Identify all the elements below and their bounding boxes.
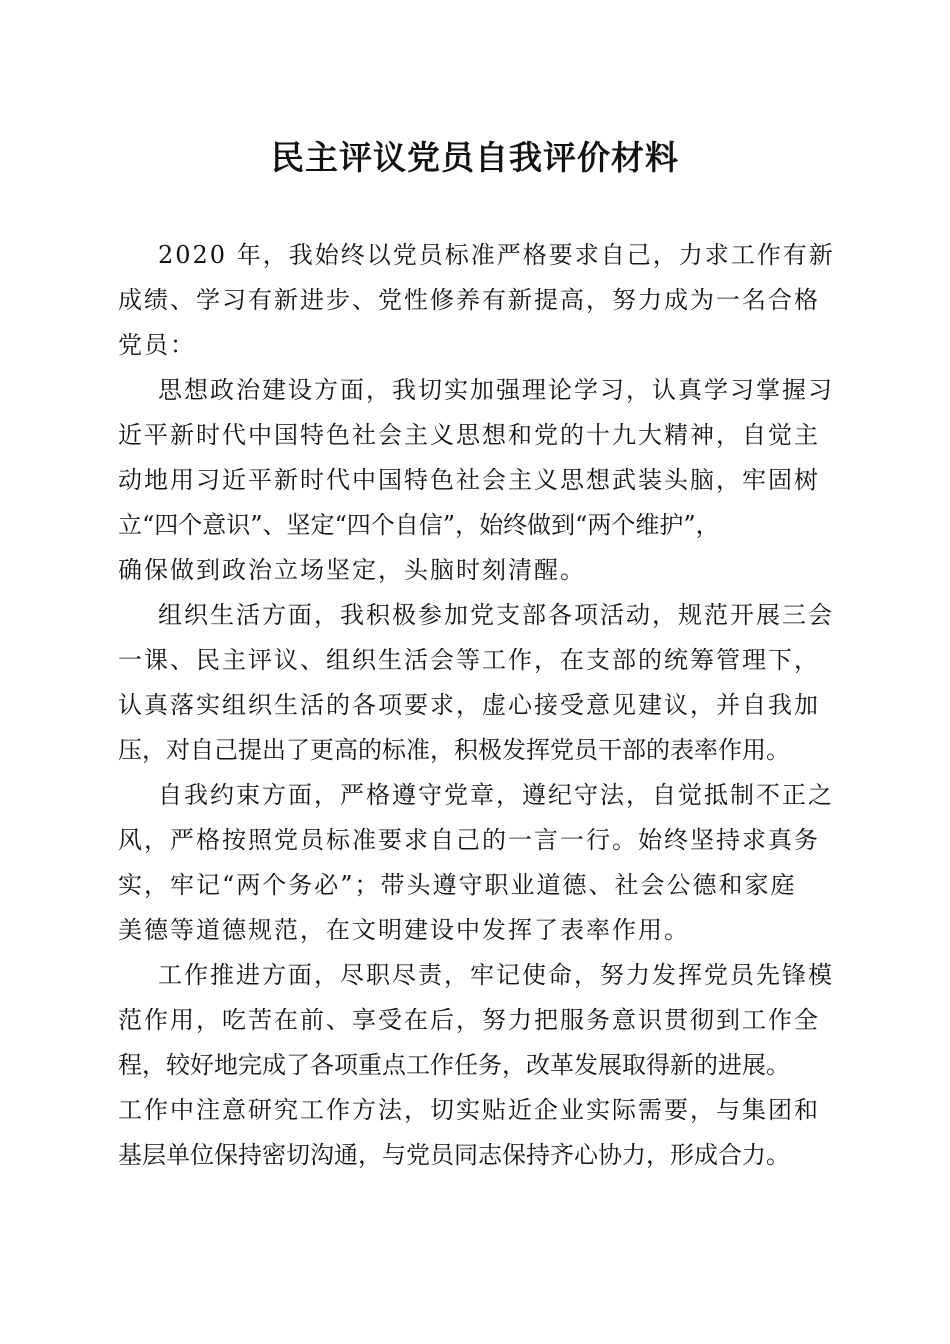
text-line: 风，严格按照党员标准要求自己的一言一行。始终坚持求真务 <box>118 826 820 854</box>
text-line: 成绩、学习有新进步、党性修养有新提高，努力成为一名合格 <box>118 286 820 314</box>
text-line: 自我约束方面，严格遵守党章，遵纪守法，自觉抵制不正之 <box>158 781 834 809</box>
text-line: 思想政治建设方面，我切实加强理论学习，认真学习掌握习 <box>158 376 834 404</box>
text-line: 2020 年，我始终以党员标准严格要求自己，力求工作有新 <box>158 241 835 269</box>
text-line: 美德等道德规范，在文明建设中发挥了表率作用。 <box>118 916 690 944</box>
text-line: 基层单位保持密切沟通，与党员同志保持齐心协力，形成合力。 <box>118 1141 790 1169</box>
text-line: 党员： <box>118 331 196 359</box>
text-line: 动地用习近平新时代中国特色社会主义思想武装头脑，牢固树 <box>118 466 820 494</box>
text-line: 实，牢记“两个务必”；带头遵守职业道德、社会公德和家庭 <box>118 871 797 899</box>
text-line: 一课、民主评议、组织生活会等工作，在支部的统筹管理下， <box>118 646 820 674</box>
text-line: 工作推进方面，尽职尽责，牢记使命，努力发挥党员先锋模 <box>158 961 834 989</box>
document-body <box>118 233 838 1178</box>
document-title: 民主评议党员自我评价材料 <box>271 138 679 177</box>
text-line: 确保做到政治立场坚定，头脑时刻清醒。 <box>118 556 586 584</box>
text-line: 近平新时代中国特色社会主义思想和党的十九大精神，自觉主 <box>118 421 820 449</box>
text-line: 认真落实组织生活的各项要求，虚心接受意见建议，并自我加 <box>118 691 820 719</box>
text-line: 范作用，吃苦在前、享受在后，努力把服务意识贯彻到工作全 <box>118 1006 820 1034</box>
text-line: 程，较好地完成了各项重点工作任务，改革发展取得新的进展。 <box>118 1051 790 1079</box>
text-line: 组织生活方面，我积极参加党支部各项活动，规范开展三会 <box>158 601 834 629</box>
text-line: 立“四个意识”、坚定“四个自信”，始终做到“两个维护”， <box>118 511 720 539</box>
text-line: 压，对自己提出了更高的标准，积极发挥党员干部的表率作用。 <box>118 736 790 764</box>
text-line: 工作中注意研究工作方法，切实贴近企业实际需要，与集团和 <box>118 1096 820 1124</box>
